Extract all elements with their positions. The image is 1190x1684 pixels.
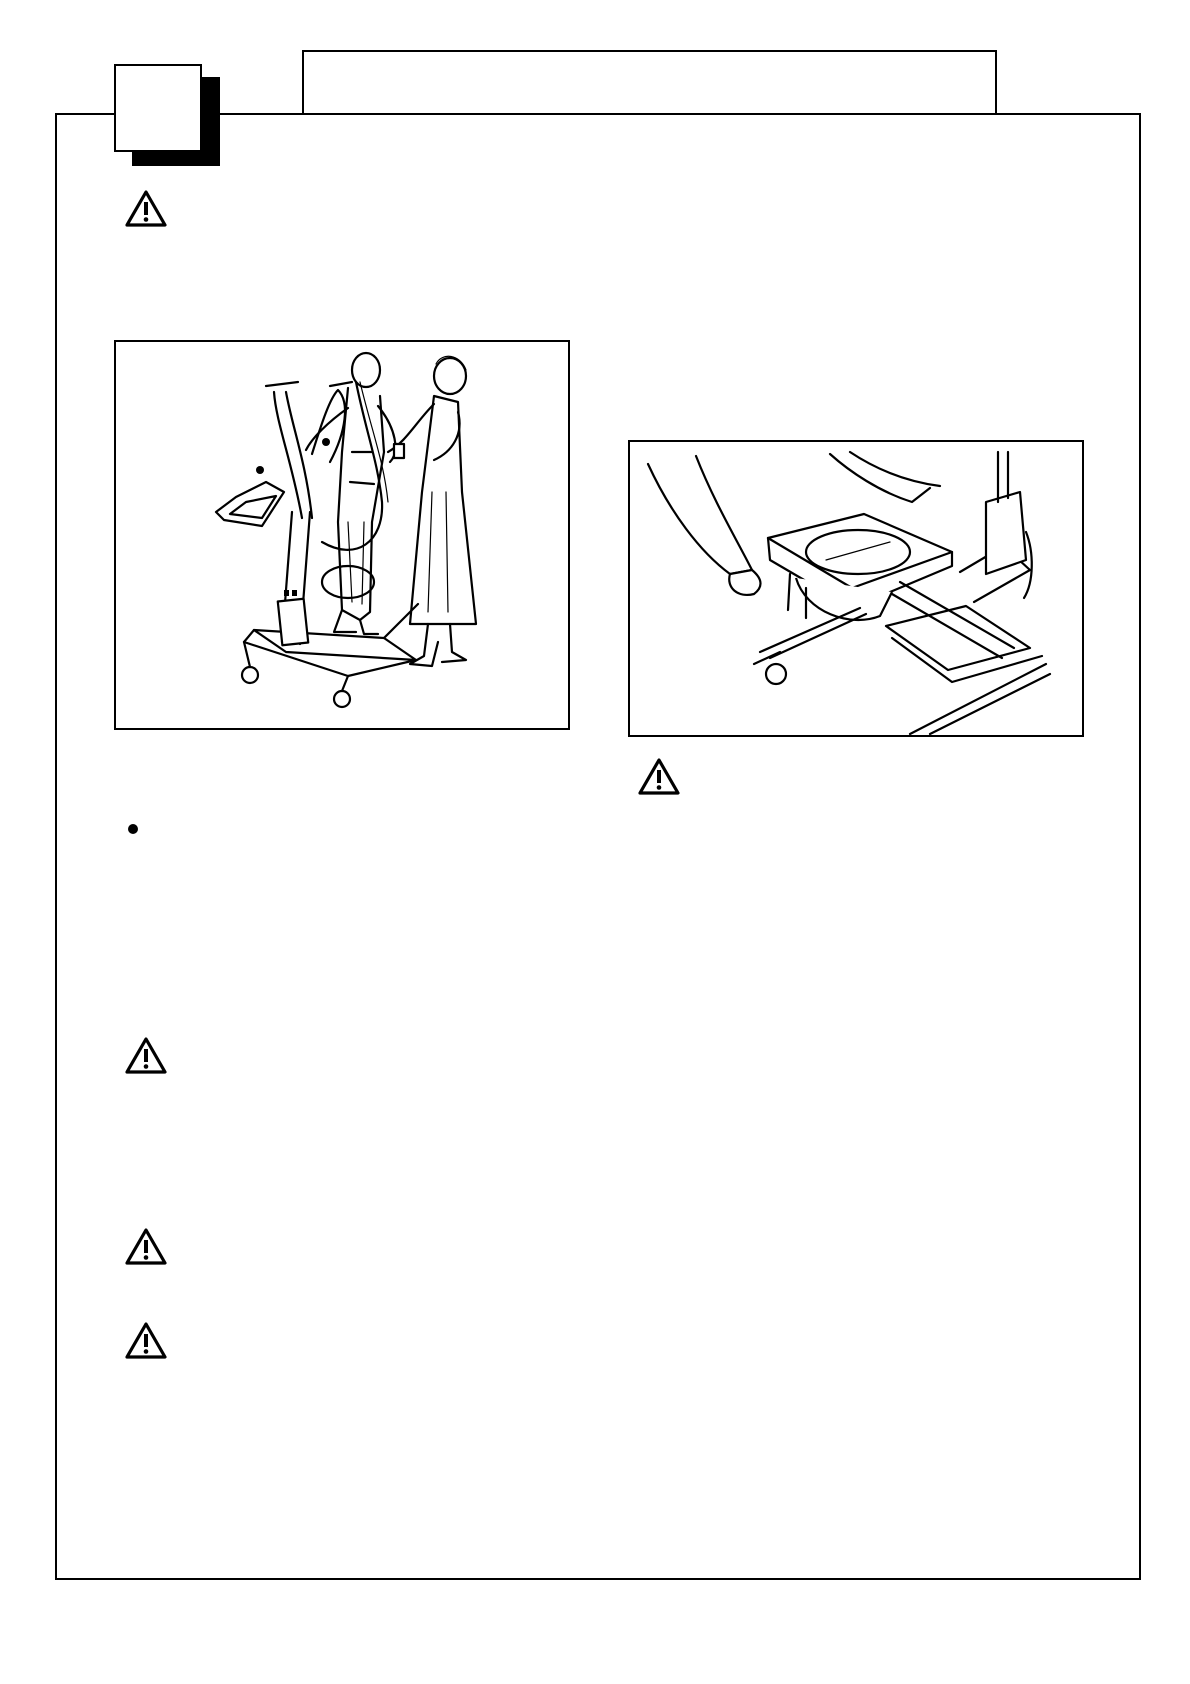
- stand-up-lift-figure: [114, 340, 570, 730]
- warning-triangle-icon: [124, 1227, 168, 1267]
- commode-seat-figure: [628, 440, 1084, 737]
- header-title-box: [302, 50, 997, 114]
- warning-triangle-icon: [124, 1036, 168, 1076]
- warning-triangle-icon: [637, 757, 681, 797]
- warning-triangle-icon: [124, 1321, 168, 1361]
- stand-up-lift-illustration: [116, 342, 568, 728]
- chapter-number-box: [114, 64, 202, 152]
- warning-triangle-icon: [124, 189, 168, 229]
- bullet-point: [128, 824, 138, 834]
- commode-seat-illustration: [630, 442, 1082, 735]
- page-frame: [55, 113, 1141, 1580]
